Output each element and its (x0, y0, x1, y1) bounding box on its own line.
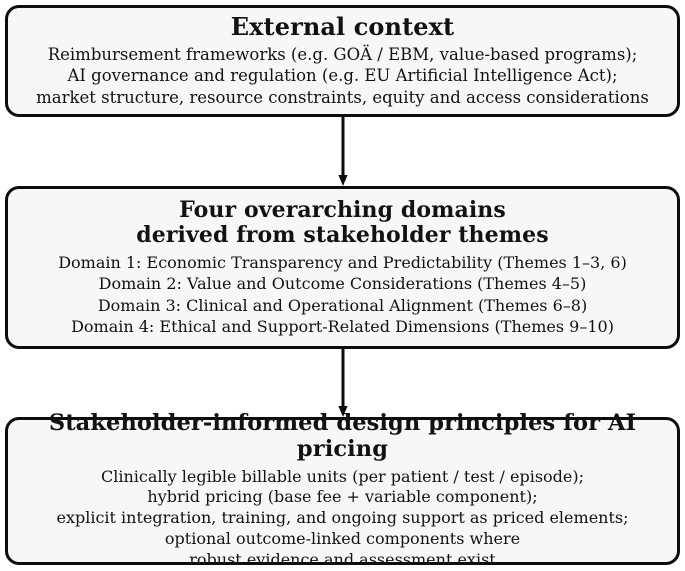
flow-node-four-overarching-domains (5, 186, 680, 349)
node-body-line: hybrid pricing (base fee + variable component); (147, 487, 538, 507)
node-body-line: explicit integration, training, and ongoing support as priced elements; (56, 508, 629, 528)
node-body-four-overarching-domains (58, 252, 627, 338)
node-title-external-context (231, 13, 455, 40)
node-body-line: Domain 4: Ethical and Support-Related Dimensions (Themes 9–10) (71, 317, 614, 337)
node-title-line: Stakeholder-informed design principles for AI pricing (48, 410, 637, 463)
node-title-line: External context (230, 12, 455, 42)
node-body-external-context (36, 44, 649, 109)
node-body-line: AI governance and regulation (e.g. EU Artificial Intelligence Act); (67, 66, 618, 86)
flow-node-design-principles (5, 410, 680, 569)
down-arrow-icon (338, 117, 348, 186)
node-title-line: derived from stakeholder themes (136, 221, 549, 248)
node-title-design-principles (8, 411, 677, 462)
node-body-line: market structure, resource constraints, equity and access considerations (36, 88, 649, 108)
down-arrow-icon (338, 349, 348, 417)
node-body-line: Domain 1: Economic Transparency and Predictability (Themes 1–3, 6) (58, 252, 627, 272)
node-body-line: robust evidence and assessment exist (189, 549, 496, 569)
connector-domains-to-principles (338, 349, 348, 417)
connector-external-to-domains (338, 117, 348, 186)
node-body-line: Clinically legible billable units (per patient / test / episode); (100, 466, 584, 486)
node-title-four-overarching-domains (136, 198, 548, 248)
flow-node-external-context (5, 5, 680, 117)
node-body-design-principles (56, 467, 628, 571)
node-body-line: Domain 3: Clinical and Operational Alignment (Themes 6–8) (97, 295, 588, 315)
node-body-line: optional outcome-linked components where (164, 529, 521, 549)
node-body-line: Reimbursement frameworks (e.g. GOÄ / EBM, value-based programs); (47, 44, 638, 64)
node-title-line: Four overarching domains (179, 196, 506, 223)
node-body-line: Domain 2: Value and Outcome Considerations (Themes 4–5) (98, 274, 587, 294)
